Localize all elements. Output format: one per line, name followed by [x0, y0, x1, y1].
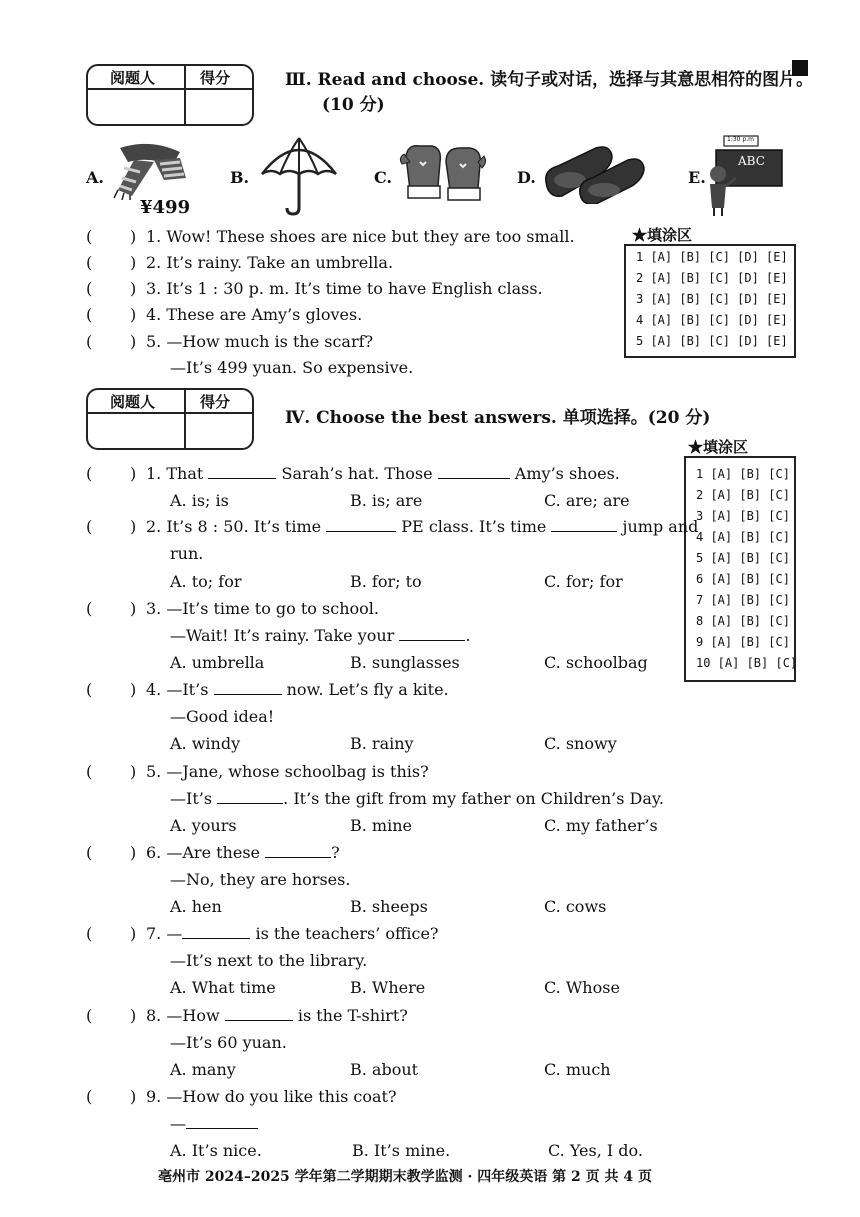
reviewer-label: 阅题人	[110, 393, 156, 411]
umbrella-icon	[258, 134, 340, 216]
picture-letter-b: B.	[230, 168, 250, 187]
option-b: B. Where	[350, 978, 426, 997]
fill-area-title: ★填涂区	[632, 226, 693, 244]
question-text: run.	[170, 544, 204, 563]
answer-paren-close: )	[130, 279, 137, 298]
gloves-icon	[398, 140, 488, 204]
question-text: 5. —Jane, whose schoolbag is this?	[146, 762, 429, 781]
answer-paren-close: )	[130, 1087, 137, 1106]
picture-letter-a: A.	[86, 168, 104, 187]
answer-blank	[225, 1006, 293, 1021]
answer-paren[interactable]: (	[86, 305, 93, 324]
question-text: 2. It’s rainy. Take an umbrella.	[146, 253, 394, 272]
answer-paren[interactable]: (	[86, 924, 93, 943]
option-b: B. rainy	[350, 734, 414, 753]
fill-row[interactable]: 8 [A] [B] [C]	[696, 614, 790, 628]
answer-blank	[214, 680, 282, 695]
option-a: A. many	[170, 1060, 236, 1079]
question-text: 2. It’s 8 : 50. It’s time PE class. It’s time jump and	[146, 517, 699, 536]
question-text: 7. — is the teachers’ office?	[146, 924, 439, 943]
option-b: B. is; are	[350, 491, 423, 510]
answer-paren-close: )	[130, 1006, 137, 1025]
answer-paren-close: )	[130, 332, 137, 351]
option-a: A. is; is	[170, 491, 229, 510]
answer-paren[interactable]: (	[86, 843, 93, 862]
question-text: —Good idea!	[170, 707, 275, 726]
scarf-icon	[110, 138, 190, 200]
answer-paren[interactable]: (	[86, 464, 93, 483]
answer-paren-close: )	[130, 599, 137, 618]
fill-row[interactable]: 3 [A] [B] [C]	[696, 509, 790, 523]
question-text: —	[170, 1114, 258, 1134]
answer-paren[interactable]: (	[86, 599, 93, 618]
option-b: B. sunglasses	[350, 653, 460, 672]
option-a: A. windy	[170, 734, 241, 753]
shoes-icon	[540, 140, 650, 204]
fill-row[interactable]: 5 [A] [B] [C]	[696, 551, 790, 565]
scarf-price: ¥499	[140, 197, 191, 218]
answer-paren[interactable]: (	[86, 332, 93, 351]
question-text: —It’s . It’s the gift from my father on Children’s Day.	[170, 789, 664, 808]
question-text: 1. Wow! These shoes are nice but they are too small.	[146, 227, 575, 246]
section4-title: Ⅳ. Choose the best answers. 单项选择。(20 分)	[285, 408, 711, 428]
answer-paren[interactable]: (	[86, 1006, 93, 1025]
option-c: C. my father’s	[544, 816, 658, 835]
answer-paren[interactable]: (	[86, 279, 93, 298]
answer-paren-close: )	[130, 843, 137, 862]
fill-row[interactable]: 6 [A] [B] [C]	[696, 572, 790, 586]
question-text: 3. It’s 1 : 30 p. m. It’s time to have English class.	[146, 279, 543, 298]
question-text: 3. —It’s time to go to school.	[146, 599, 379, 618]
fill-row[interactable]: 1 [A] [B] [C] [D] [E]	[636, 250, 788, 264]
answer-paren[interactable]: (	[86, 1087, 93, 1106]
option-c: C. Whose	[544, 978, 620, 997]
option-b: B. mine	[350, 816, 412, 835]
answer-blank	[217, 789, 283, 804]
blackboard-text: ABC	[738, 154, 765, 168]
option-a: A. to; for	[170, 572, 242, 591]
reviewer-label: 阅题人	[110, 69, 156, 87]
option-c: C. much	[544, 1060, 611, 1079]
answer-paren-close: )	[130, 464, 137, 483]
option-a: A. yours	[170, 816, 237, 835]
answer-blank	[438, 464, 510, 479]
option-c: C. for; for	[544, 572, 623, 591]
question-text: —It’s 60 yuan.	[170, 1033, 287, 1052]
score-label: 得分	[200, 69, 231, 87]
score-label: 得分	[200, 393, 231, 411]
question-text: 9. —How do you like this coat?	[146, 1087, 397, 1106]
clock-label: 1:30 p.m	[727, 136, 754, 143]
answer-paren[interactable]: (	[86, 253, 93, 272]
fill-row[interactable]: 9 [A] [B] [C]	[696, 635, 790, 649]
question-text: 8. —How is the T-shirt?	[146, 1006, 408, 1025]
question-text: —It’s 499 yuan. So expensive.	[170, 358, 414, 377]
option-c: C. are; are	[544, 491, 630, 510]
fill-row[interactable]: 2 [A] [B] [C] [D] [E]	[636, 271, 788, 285]
option-b: B. for; to	[350, 572, 422, 591]
option-a: A. It’s nice.	[170, 1141, 262, 1160]
option-b: B. sheeps	[350, 897, 428, 916]
answer-paren[interactable]: (	[86, 227, 93, 246]
fill-row[interactable]: 10 [A] [B] [C]	[696, 656, 798, 670]
answer-blank	[182, 924, 250, 939]
answer-blank	[186, 1114, 258, 1129]
option-a: A. hen	[170, 897, 222, 916]
teacher-blackboard-icon	[706, 134, 784, 216]
fill-row[interactable]: 7 [A] [B] [C]	[696, 593, 790, 607]
answer-blank	[399, 626, 465, 641]
question-text: 6. —Are these ?	[146, 843, 340, 862]
picture-letter-c: C.	[374, 168, 393, 187]
option-b: B. about	[350, 1060, 419, 1079]
answer-blank	[265, 843, 331, 858]
fill-area-title: ★填涂区	[688, 438, 749, 456]
fill-row[interactable]: 4 [A] [B] [C] [D] [E]	[636, 313, 788, 327]
answer-paren-close: )	[130, 253, 137, 272]
question-text: —It’s next to the library.	[170, 951, 368, 970]
fill-row[interactable]: 2 [A] [B] [C]	[696, 488, 790, 502]
page-footer: 亳州市 2024–2025 学年第二学期期末教学监测 · 四年级英语 第 2 页 共 4 页	[158, 1169, 653, 1185]
answer-paren[interactable]: (	[86, 762, 93, 781]
section3-title: Ⅲ. Read and choose. 读句子或对话，选择与其意思相符的图片。	[285, 70, 814, 90]
fill-row[interactable]: 1 [A] [B] [C]	[696, 467, 790, 481]
question-text: 4. These are Amy’s gloves.	[146, 305, 363, 324]
fill-row[interactable]: 3 [A] [B] [C] [D] [E]	[636, 292, 788, 306]
answer-paren[interactable]: (	[86, 680, 93, 699]
score-box-section3	[86, 64, 254, 126]
answer-paren-close: )	[130, 305, 137, 324]
picture-letter-e: E.	[688, 168, 706, 187]
option-a: A. umbrella	[170, 653, 265, 672]
question-text: —No, they are horses.	[170, 870, 351, 889]
question-text: 4. —It’s now. Let’s fly a kite.	[146, 680, 449, 699]
option-c: C. snowy	[544, 734, 617, 753]
score-box-section4	[86, 388, 254, 450]
answer-paren-close: )	[130, 762, 137, 781]
answer-paren-close: )	[130, 517, 137, 536]
fill-row[interactable]: 5 [A] [B] [C] [D] [E]	[636, 334, 788, 348]
fill-row[interactable]: 4 [A] [B] [C]	[696, 530, 790, 544]
answer-blank	[326, 517, 396, 532]
answer-blank	[208, 464, 276, 479]
question-text: —Wait! It’s rainy. Take your .	[170, 626, 471, 645]
answer-paren-close: )	[130, 924, 137, 943]
option-c: C. Yes, I do.	[548, 1141, 643, 1160]
option-b: B. It’s mine.	[352, 1141, 451, 1160]
answer-paren[interactable]: (	[86, 517, 93, 536]
option-a: A. What time	[170, 978, 276, 997]
question-text: 1. That Sarah’s hat. Those Amy’s shoes.	[146, 464, 620, 483]
section3-points: (10 分)	[322, 95, 385, 115]
answer-paren-close: )	[130, 227, 137, 246]
question-text: 5. —How much is the scarf?	[146, 332, 374, 351]
option-c: C. cows	[544, 897, 607, 916]
picture-letter-d: D.	[517, 168, 536, 187]
answer-blank	[551, 517, 617, 532]
answer-paren-close: )	[130, 680, 137, 699]
option-c: C. schoolbag	[544, 653, 648, 672]
